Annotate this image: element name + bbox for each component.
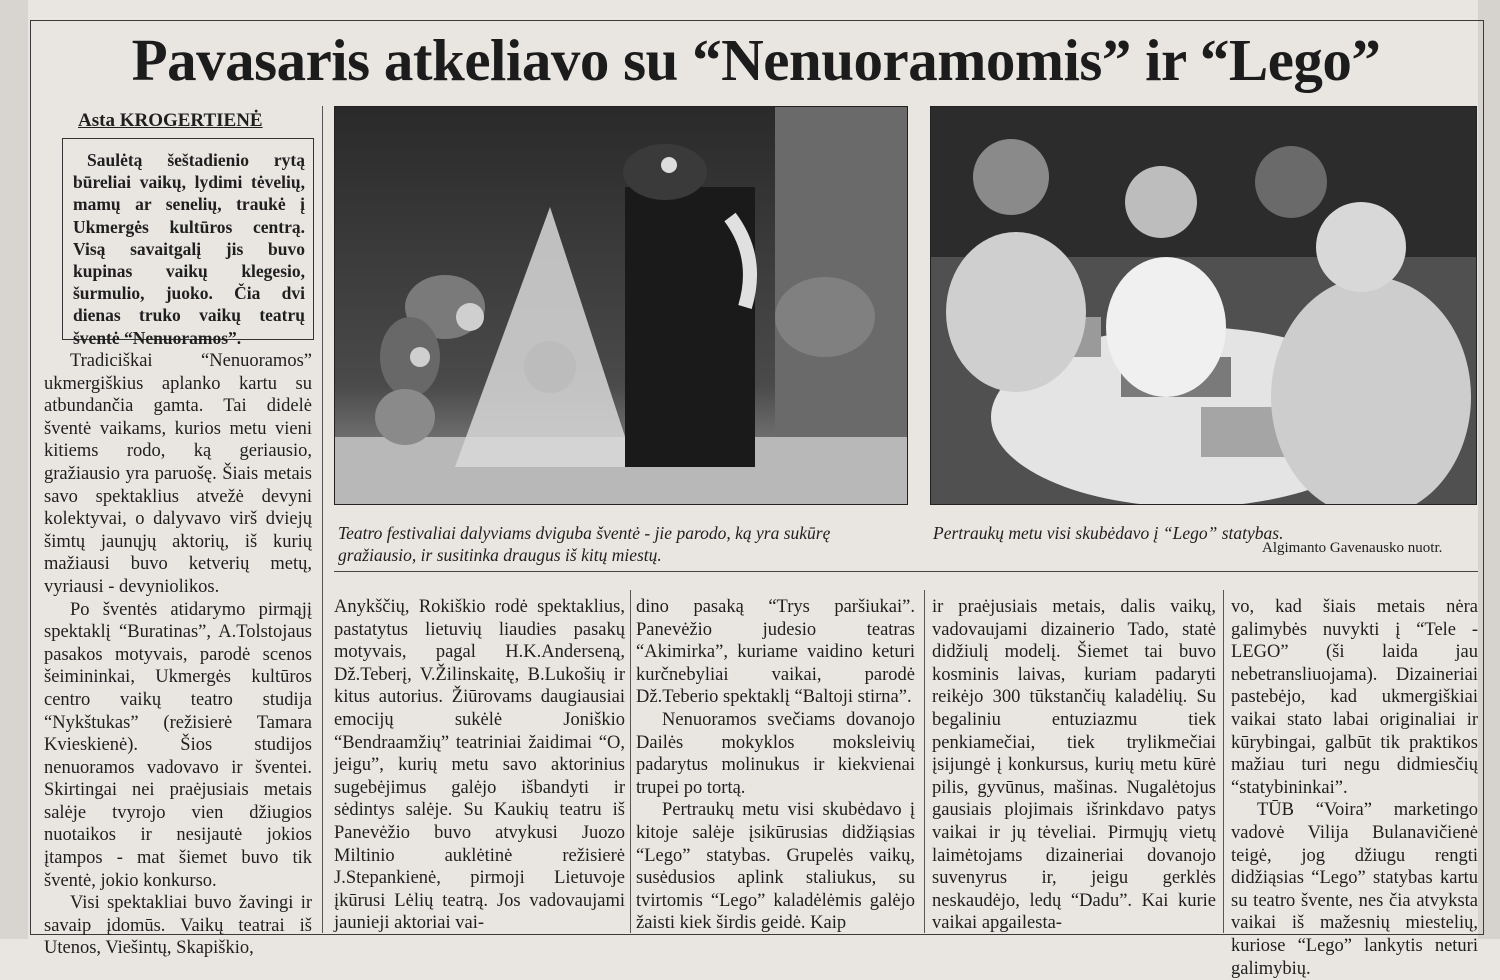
paragraph: dino pasaką “Trys paršiukai”. Panevėžio judesio teatras “Akimirka”, kuriame vaidino keturi kurčnebyliai vaikai, parodė Dž.Teberio spektaklį “Baltoji stirna”.: [636, 597, 915, 708]
paragraph: vo, kad šiais metais nėra galimybės nuvykti į “Tele - LEGO” (ši laida jau nebetransliuojama). Dizaineriai pastebėjo, kad ukmergiškiai vaikai stato labai originaliai ir kūrybingai, galbūt tik praktikos mažiau turi negu didmiesčių “statybininkai”.: [1231, 597, 1478, 798]
lego-photo-caption: Pertraukų metu visi skubėdavo į “Lego” statybas.: [933, 523, 1284, 543]
paragraph: Tradiciškai “Nenuoramos” ukmergiškius aplanko kartu su atbundančia gamta. Tai didelė šventė vaikams, kurios metu vieni kitiems rodo, ką geriausio, gražiausio yra paruošę. Šiais metais savo spektaklius atvežė devyni kolektyvai, o dalyvavo virš dviejų šimtų jaunųjų aktorių, iš kurių mažiausi buvo ketverių metų, vyriausi - devyniolikos.: [44, 351, 312, 597]
theatre-photo-caption: Teatro festivaliai dalyviams dviguba šventė - jie parodo, ką yra sukūrę gražiausio, ir susitinka draugus iš kitų miestų.: [338, 523, 831, 565]
paragraph: Anykščių, Rokiškio rodė spektaklius, pastatytus lietuvių liaudies pasakų motyvais, pagal H.K.Anderseną, Dž.Teberį, V.Žilinskaitę, B.Lukošių ir kitus autorius. Žiūrovams daugiausiai emocijų sukėlė Joniškio “Bendraamžių” teatriniai žaidimai “O, jeigu”, kurių metu savo aktorinius sugebėjimus galėjo išbandyti ir sėdintys salėje. Su Kaukių teatru iš Panevėžio buvo atvykusi Juozo Miltinio auklėtinė režisierė J.Stepankienė, pirmoji Lietuvoje įkūrusi Lėlių teatrą. Jos vadovaujami jaunieji aktoriai vai-: [334, 597, 625, 934]
theatre-photo: [334, 106, 908, 505]
adjacent-page-edge: [0, 0, 28, 939]
section-divider: [334, 571, 1478, 572]
column-separator: [1223, 590, 1224, 933]
column-separator: [924, 590, 925, 933]
lego-photo-image: [931, 107, 1476, 504]
column-separator: [630, 590, 631, 933]
paragraph: ir praėjusiais metais, dalis vaikų, vadovaujami dizainerio Tado, statė didžiulį modelį. Šiemet tai buvo kosminis laivas, kuriam padaryti reikėjo 300 tūkstančių kaladėlių. Su begaliniu entuziazmu tiek penkiamečiai, tiek trylikmečiai įsijungė į konkursus, kurių metu kūrė pilis, gyvūnus, mašinas. Nugalėtojus gausiais plojimais išrinkdavo patys vaikai ir jų tėveliai. Pirmųjų vietų laimėtojams dizaineriai dovanojo suvenyrus ir, jeigu gerklės neskaudėjo, ledų “Dadu”. Kai kurie vaikai apgailesta-: [932, 597, 1216, 934]
theatre-photo-image: [335, 107, 907, 504]
paragraph: Pertraukų metu visi skubėdavo į kitoje salėje įsikūrusias didžiąsias “Lego” statybas. Grupelės vaikų, susėdusios aplink staliukus, su tvirtomis “Lego” kaladėlėmis galėjo žaisti kiek širdis geidė. Kaip: [636, 800, 915, 934]
headline: Pavasaris atkeliavo su “Nenuoramomis” ir “Lego”: [131, 27, 1381, 93]
paragraph: Visi spektakliai buvo žavingi ir savaip įdomūs. Vaikų teatrai iš Utenos, Viešintų, Skapiškio,: [44, 893, 312, 959]
paragraph: TŪB “Voira” marketingo vadovė Vilija Bulanavičienė teigė, jog džiugu rengti didžiąsias “Lego” statybas kartu su teatro švente, nes čia atvyksta vaikai iš mažesnių miestelių, kuriose “Lego” lankytis neturi galimybių.: [1231, 800, 1478, 979]
article-column-2: [334, 596, 625, 935]
lead-box: Saulėtą šeštadienio rytą būreliai vaikų, lydimi tėvelių, mamų ar senelių, traukė į Ukmergės kultūros centrą. Visą savaitgalį jis buvo kupinas vaikų klegesio, šurmulio, juoko. Čia dvi dienas truko vaikų teatrų šventė “Nenuoramos”.: [62, 138, 314, 340]
article-column-1: [44, 350, 312, 960]
article-column-3: [636, 596, 915, 935]
article-column-4: [932, 596, 1216, 935]
column-separator: [322, 106, 323, 933]
lego-photo: [930, 106, 1477, 505]
article-column-5: [1231, 596, 1478, 980]
paragraph: Nenuoramos svečiams dovanojo Dailės mokyklos moksleivių padarytus molinukus ir kiekvienai trupei po tortą.: [636, 709, 915, 798]
byline: Asta KROGERTIENĖ: [78, 110, 263, 131]
paragraph: Po šventės atidarymo pirmąjį spektaklį “Buratinas”, A.Tolstojaus pasakos motyvais, parodė scenos šeimininkai, Ukmergės kultūros centro vaikų teatro studija “Nykštukas” (režisierė Tamara Kvieskienė). Šios studijos nenuoramos vadovavo ir šventei. Skirtingai nei praėjusiais metais salėje tvyrojo vien džiugios nuotaikos ir nesijautė jokios įtampos - mat šiemet buvo tik šventė, jokio konkurso.: [44, 599, 312, 891]
photo-credit: Algimanto Gavenausko nuotr.: [1262, 540, 1443, 556]
